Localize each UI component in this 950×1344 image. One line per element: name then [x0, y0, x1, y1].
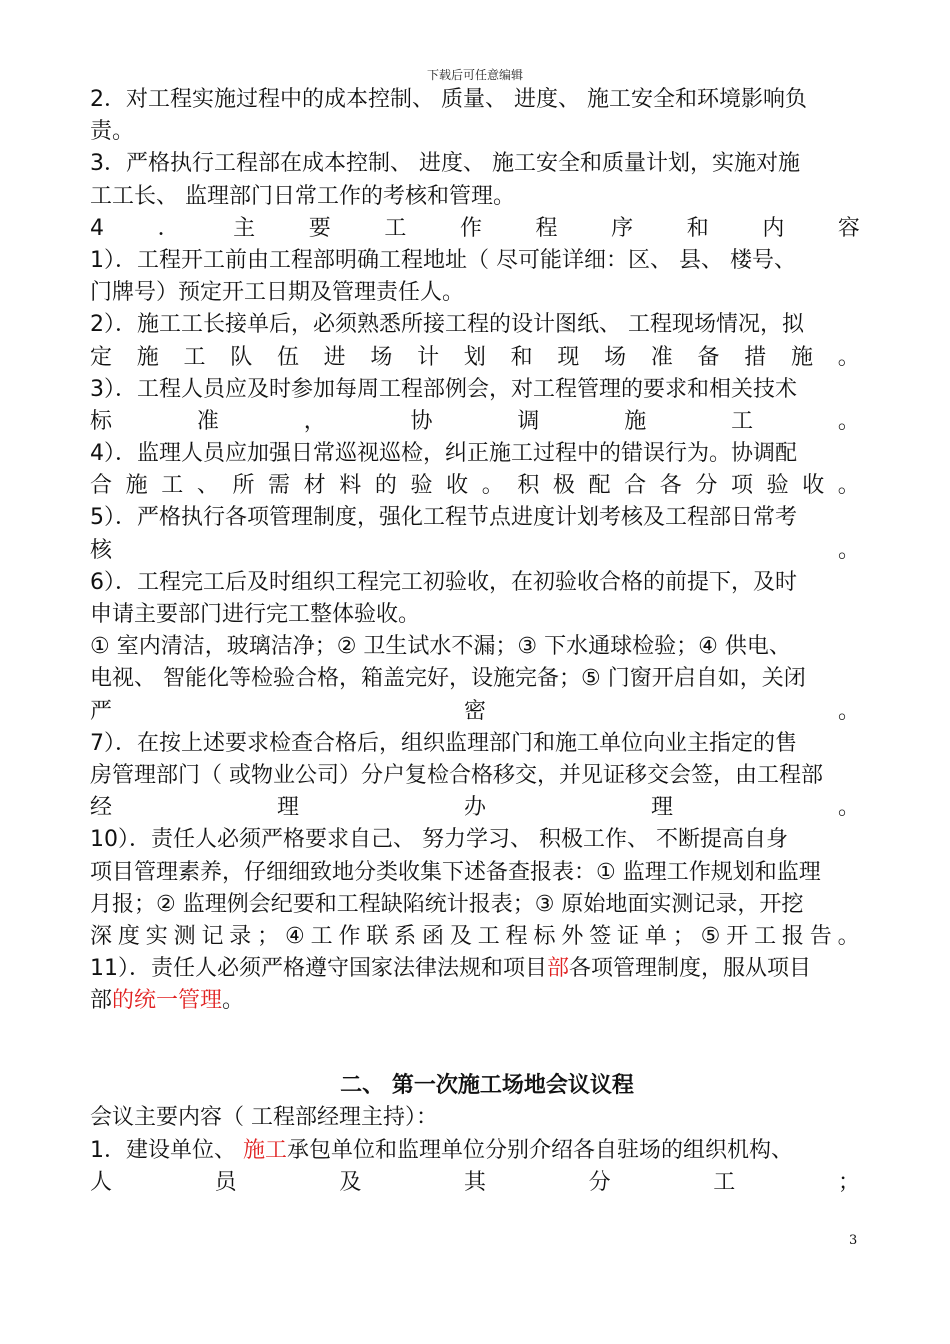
highlighted-text: 的统一管理	[112, 988, 223, 1014]
text-glyph: 。	[837, 795, 860, 821]
justified-line	[90, 213, 860, 245]
text-glyph: 录	[229, 923, 252, 949]
text-glyph: 标	[90, 408, 113, 434]
text-glyph: 主	[233, 215, 256, 241]
text-glyph: 项	[730, 473, 753, 499]
text-glyph: 分	[588, 1169, 611, 1195]
text-glyph: 合	[624, 473, 647, 499]
text-line: 2．对工程实施过程中的成本控制、 质量、 进度、 施工安全和环境影响负	[90, 87, 807, 112]
text-glyph: 联	[366, 923, 389, 949]
text-glyph: 极	[552, 473, 575, 499]
text-glyph: 要	[308, 215, 331, 241]
text-line: 门牌号）预定开工日期及管理责任人。	[90, 280, 465, 306]
text-glyph: 。	[837, 473, 860, 499]
justified-line	[90, 792, 860, 824]
text-glyph: 工	[310, 923, 333, 949]
text-line: 6）．工程完工后及时组织工程完工初验收，在初验收合格的前提下，及时	[90, 569, 797, 595]
justified-line	[90, 535, 860, 567]
text-glyph: 经	[90, 795, 113, 821]
justified-line	[90, 921, 860, 953]
text-glyph: 。	[481, 473, 504, 499]
meeting-intro: 会议主要内容（ 工程部经理主持）：	[90, 1105, 438, 1131]
text-glyph: 工	[754, 923, 777, 949]
text-line: 4）．监理人员应加强日常巡视巡检，纠正施工过程中的错误行为。协调配	[90, 441, 797, 467]
text-glyph: 开	[726, 923, 749, 949]
text-glyph: 告	[809, 923, 832, 949]
text-glyph: 各	[659, 473, 682, 499]
text-glyph: 密	[463, 698, 486, 724]
text-glyph: 证	[617, 923, 640, 949]
text-glyph: 收	[802, 473, 825, 499]
text-glyph: 。	[837, 923, 860, 949]
text-glyph: 、	[196, 473, 219, 499]
text-glyph: 及	[449, 923, 472, 949]
text-glyph: 员	[214, 1169, 237, 1195]
text-glyph: 队	[230, 344, 253, 370]
text-glyph: 实	[145, 923, 168, 949]
text-glyph: 理	[276, 795, 299, 821]
text-segment: 11）．责任人必须严格遵守国家法律法规和项目	[90, 956, 547, 982]
text-glyph: 进	[323, 344, 346, 370]
text-glyph: 材	[303, 473, 326, 499]
text-line: 5）．严格执行各项管理制度，强化工程节点进度计划考核及工程部日常考	[90, 505, 797, 531]
text-glyph: 外	[561, 923, 584, 949]
text-glyph: 定	[90, 344, 113, 370]
text-glyph: 容	[837, 215, 860, 241]
text-glyph: 和	[686, 215, 709, 241]
text-glyph: ；	[672, 923, 695, 949]
text-glyph: 施	[136, 344, 159, 370]
justified-line	[90, 1167, 860, 1199]
text-segment: 各项管理制度，服从项目	[569, 956, 812, 982]
text-line: 10）．责任人必须严格要求自己、 努力学习、 积极工作、 不断提高自身	[90, 827, 788, 853]
text-glyph: 度	[117, 923, 140, 949]
text-glyph: 料	[339, 473, 362, 499]
text-glyph: 严	[90, 698, 113, 724]
text-glyph: ，	[303, 408, 326, 434]
text-glyph: 和	[510, 344, 533, 370]
text-glyph: 签	[589, 923, 612, 949]
text-glyph: 程	[535, 215, 558, 241]
text-glyph: 措	[744, 344, 767, 370]
text-glyph: 理	[650, 795, 673, 821]
text-glyph: 4	[90, 215, 104, 241]
text-glyph: 序	[611, 215, 634, 241]
text-glyph: 测	[173, 923, 196, 949]
text-glyph: ；	[257, 923, 280, 949]
text-glyph: 核	[90, 537, 113, 563]
text-segment: 部	[90, 988, 113, 1014]
text-glyph: 工	[161, 473, 184, 499]
text-glyph: 场	[604, 344, 627, 370]
text-glyph: 备	[697, 344, 720, 370]
text-line: 2）．施工工长接单后，必须熟悉所接工程的设计图纸、 工程现场情况，拟	[90, 312, 804, 338]
text-glyph: 调	[517, 408, 540, 434]
text-glyph: 工	[183, 344, 206, 370]
text-line: 1）．工程开工前由工程部明确工程地址（ 尽可能详细：区、 县、 楼号、	[90, 247, 796, 273]
justified-line	[90, 406, 860, 438]
text-glyph: 验	[766, 473, 789, 499]
text-glyph: 施	[624, 408, 647, 434]
text-glyph: ．	[157, 215, 180, 241]
text-glyph: ⑤	[700, 923, 721, 949]
text-glyph: 。	[837, 537, 860, 563]
text-glyph: 单	[644, 923, 667, 949]
highlighted-text: 部	[547, 956, 570, 982]
text-line: 3．严格执行工程部在成本控制、 进度、 施工安全和质量计划，实施对施	[90, 151, 800, 177]
text-glyph: 函	[422, 923, 445, 949]
text-glyph: 需	[268, 473, 291, 499]
text-glyph: 工	[731, 408, 754, 434]
text-glyph: 准	[650, 344, 673, 370]
text-line: 项目管理素养，仔细细致地分类收集下述备查报表：① 监理工作规划和监理	[90, 859, 821, 885]
text-line: 3）．工程人员应及时参加每周工程部例会，对工程管理的要求和相关技术	[90, 376, 797, 402]
text-glyph: 划	[463, 344, 486, 370]
text-glyph: 计	[417, 344, 440, 370]
section-gap	[90, 1017, 860, 1070]
section-heading: 二、 第一次施工场地会议议程	[340, 1073, 634, 1099]
text-glyph: 积	[517, 473, 540, 499]
justified-line	[90, 470, 860, 502]
text-glyph: 其	[463, 1169, 486, 1195]
text-line: 工工长、 监理部门日常工作的考核和管理。	[90, 183, 515, 209]
text-glyph: 报	[781, 923, 804, 949]
text-glyph: 验	[410, 473, 433, 499]
justified-line	[90, 342, 860, 374]
text-glyph: 。	[837, 698, 860, 724]
text-segment: 1．建设单位、	[90, 1137, 243, 1163]
text-glyph: 施	[125, 473, 148, 499]
page-number: 3	[849, 1233, 858, 1248]
text-glyph: 作	[338, 923, 361, 949]
text-glyph: 合	[90, 473, 113, 499]
text-glyph: 伍	[276, 344, 299, 370]
text-glyph: 人	[90, 1169, 113, 1195]
text-glyph: 工	[713, 1169, 736, 1195]
text-segment: 。	[222, 988, 245, 1014]
page-header: 下载后可任意编辑	[426, 68, 523, 82]
text-glyph: 作	[459, 215, 482, 241]
text-glyph: 现	[557, 344, 580, 370]
text-glyph: 系	[394, 923, 417, 949]
text-glyph: 工	[384, 215, 407, 241]
text-line: 月报；② 监理例会纪要和工程缺陷统计报表；③ 原始地面实测记录，开挖	[90, 891, 804, 917]
text-line	[90, 985, 860, 1017]
text-glyph: 准	[196, 408, 219, 434]
text-glyph: 分	[695, 473, 718, 499]
justified-line	[90, 696, 860, 728]
text-glyph: 。	[837, 408, 860, 434]
text-glyph: 程	[505, 923, 528, 949]
text-glyph: 配	[588, 473, 611, 499]
text-line: 7）．在按上述要求检查合格后，组织监理部门和施工单位向业主指定的售	[90, 730, 797, 756]
text-glyph: ④	[285, 923, 305, 949]
text-glyph: 标	[533, 923, 556, 949]
text-glyph: 及	[339, 1169, 362, 1195]
text-glyph: 记	[201, 923, 224, 949]
text-glyph: ；	[837, 1169, 860, 1195]
document-body	[90, 84, 860, 1199]
text-glyph: 协	[410, 408, 433, 434]
text-glyph: 工	[477, 923, 500, 949]
text-glyph: 的	[374, 473, 397, 499]
text-line: 电视、 智能化等检验合格，箱盖完好，设施完备；⑤ 门窗开启自如，关闭	[90, 666, 806, 692]
text-glyph: 内	[762, 215, 785, 241]
text-line: ① 室内清洁，玻璃洁净；② 卫生试水不漏；③ 下水通球检验；④ 供电、	[90, 634, 791, 660]
text-line: 责。	[90, 119, 135, 145]
text-glyph: 所	[232, 473, 255, 499]
text-segment: 承包单位和监理单位分别介绍各自驻场的组织机构、	[287, 1137, 794, 1163]
text-line: 房管理部门（ 或物业公司）分户复检合格移交，并见证移交会签，由工程部	[90, 762, 823, 788]
highlighted-text: 施工	[243, 1137, 288, 1163]
text-glyph: 场	[370, 344, 393, 370]
text-glyph: 收	[446, 473, 469, 499]
text-line: 申请主要部门进行完工整体验收。	[90, 602, 421, 627]
text-line	[90, 1135, 860, 1167]
text-glyph: 。	[837, 344, 860, 370]
text-glyph: 深	[90, 923, 113, 949]
text-glyph: 施	[791, 344, 814, 370]
text-line	[90, 953, 860, 985]
text-glyph: 办	[463, 795, 486, 821]
